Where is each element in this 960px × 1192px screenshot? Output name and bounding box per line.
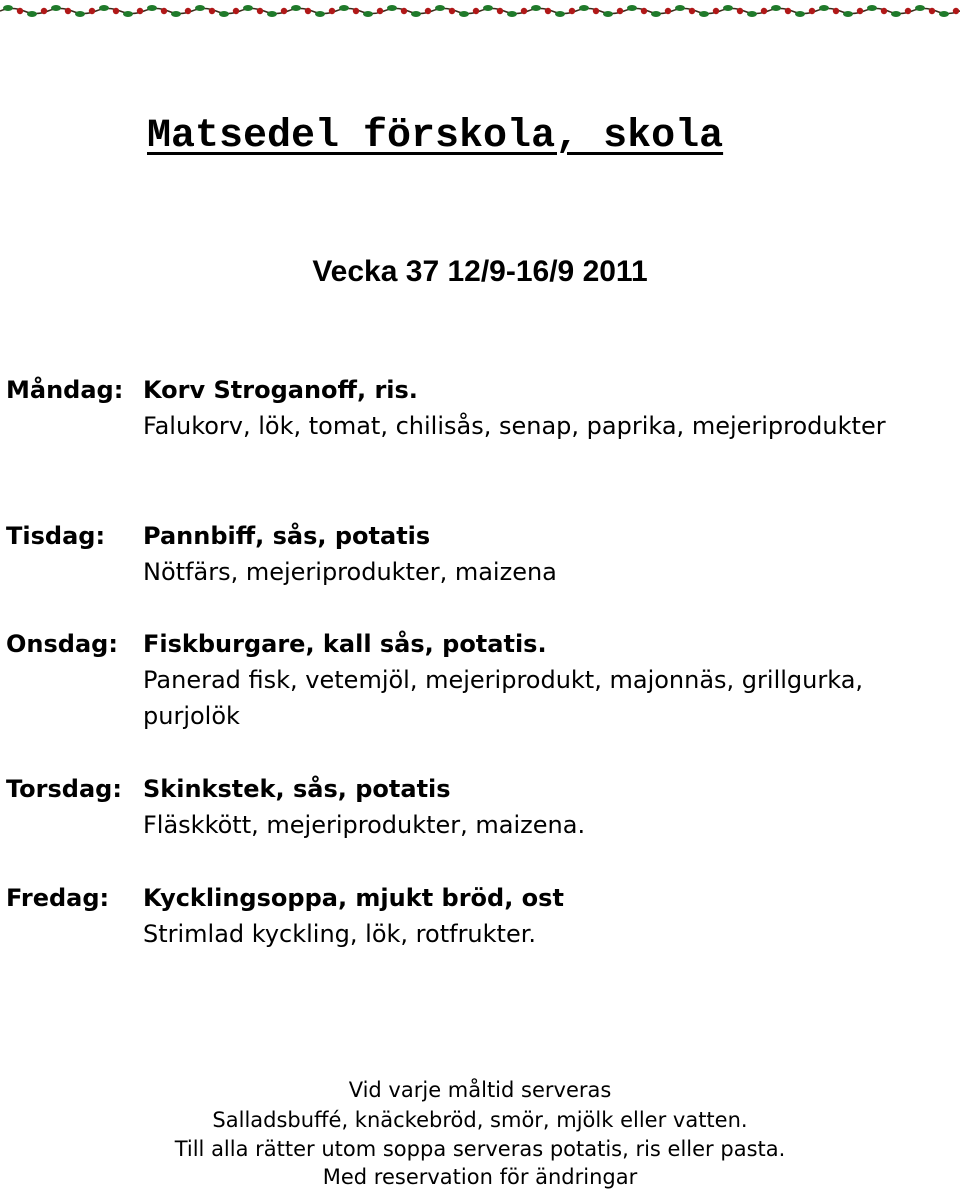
dish-name: Korv Stroganoff, ris. [143, 376, 418, 404]
day-label: Måndag: [6, 376, 124, 404]
border-berry [329, 8, 335, 14]
border-leaf [867, 5, 877, 11]
border-berry [857, 8, 863, 14]
border-berry [185, 8, 191, 14]
border-leaf [843, 11, 853, 17]
border-berry [41, 8, 47, 14]
dish-ingredients: Panerad fisk, vetemjöl, mejeriprodukt, majonnäs, grillgurka, purjolök [143, 666, 864, 730]
border-berry [737, 8, 743, 14]
day-label: Tisdag: [6, 522, 106, 550]
footer-note: Salladsbuffé, knäckebröd, smör, mjölk eller vatten. [212, 1108, 748, 1132]
footer-reservation: Med reservation för ändringar [322, 1165, 638, 1189]
border-berry [305, 8, 311, 14]
border-leaf [219, 11, 229, 17]
border-leaf [147, 5, 157, 11]
border-leaf [579, 5, 589, 11]
border-berry [593, 8, 599, 14]
border-leaf [675, 5, 685, 11]
border-leaf [171, 11, 181, 17]
border-leaf [747, 11, 757, 17]
border-berry [713, 8, 719, 14]
border-leaf [339, 5, 349, 11]
border-vine [0, 9, 960, 14]
border-berry [17, 8, 23, 14]
border-berry [281, 8, 287, 14]
border-leaf [435, 5, 445, 11]
border-leaf [819, 5, 829, 11]
dish-name: Skinkstek, sås, potatis [143, 775, 451, 803]
border-leaf [723, 5, 733, 11]
border-leaf [267, 11, 277, 17]
day-label: Onsdag: [6, 630, 118, 658]
decorative-border [0, 0, 960, 22]
border-berry [689, 8, 695, 14]
border-leaf [531, 5, 541, 11]
border-leaf [51, 5, 61, 11]
border-berry [497, 8, 503, 14]
week-heading: Vecka 37 12/9-16/9 2011 [312, 255, 648, 288]
day-label: Fredag: [6, 884, 110, 912]
border-berry [953, 8, 959, 14]
border-berry [353, 8, 359, 14]
border-leaf [699, 11, 709, 17]
border-leaf [483, 5, 493, 11]
border-berry [401, 8, 407, 14]
border-leaf [387, 5, 397, 11]
border-berry [809, 8, 815, 14]
border-berry [929, 8, 935, 14]
border-berry [905, 8, 911, 14]
footer-note: Till alla rätter utom soppa serveras potatis, ris eller pasta. [174, 1137, 786, 1161]
border-berry [65, 8, 71, 14]
border-berry [833, 8, 839, 14]
border-berry [257, 8, 263, 14]
border-berry [761, 8, 767, 14]
border-leaf [771, 5, 781, 11]
border-leaf [243, 5, 253, 11]
border-berry [89, 8, 95, 14]
border-leaf [603, 11, 613, 17]
dish-ingredients: Strimlad kyckling, lök, rotfrukter. [143, 920, 537, 948]
border-berry [641, 8, 647, 14]
day-label: Torsdag: [6, 775, 122, 803]
border-leaf [291, 5, 301, 11]
border-leaf [3, 5, 13, 11]
border-berry [545, 8, 551, 14]
border-berry [785, 8, 791, 14]
border-berry [209, 8, 215, 14]
border-leaf [195, 5, 205, 11]
dish-name: Pannbiff, sås, potatis [143, 522, 431, 550]
border-leaf [99, 5, 109, 11]
footer-note: Vid varje måltid serveras [348, 1078, 612, 1102]
dish-name: Kycklingsoppa, mjukt bröd, ost [143, 884, 564, 912]
border-berry [449, 8, 455, 14]
border-leaf [411, 11, 421, 17]
dish-ingredients: Nötfärs, mejeriprodukter, maizena [143, 558, 557, 586]
border-leaf [651, 11, 661, 17]
border-berry [113, 8, 119, 14]
border-leaf [891, 11, 901, 17]
border-leaf [555, 11, 565, 17]
border-leaf [363, 11, 373, 17]
border-leaf [315, 11, 325, 17]
border-berry [881, 8, 887, 14]
border-berry [473, 8, 479, 14]
border-leaf [627, 5, 637, 11]
border-berry [425, 8, 431, 14]
dish-ingredients: Falukorv, lök, tomat, chilisås, senap, paprika, mejeriprodukter [143, 412, 886, 440]
border-leaf [915, 5, 925, 11]
border-leaf [507, 11, 517, 17]
border-berry [137, 8, 143, 14]
border-leaf [75, 11, 85, 17]
border-leaf [123, 11, 133, 17]
border-leaf [939, 11, 949, 17]
dish-name: Fiskburgare, kall sås, potatis. [143, 630, 547, 658]
border-leaf [459, 11, 469, 17]
border-berry [617, 8, 623, 14]
border-berry [233, 8, 239, 14]
dish-ingredients: Fläskkött, mejeriprodukter, maizena. [143, 811, 586, 839]
border-leaf [27, 11, 37, 17]
border-berry [377, 8, 383, 14]
border-berry [521, 8, 527, 14]
border-berry [161, 8, 167, 14]
border-berry [665, 8, 671, 14]
border-berry [569, 8, 575, 14]
page-title: Matsedel förskola, skola [147, 114, 724, 159]
border-leaf [795, 11, 805, 17]
